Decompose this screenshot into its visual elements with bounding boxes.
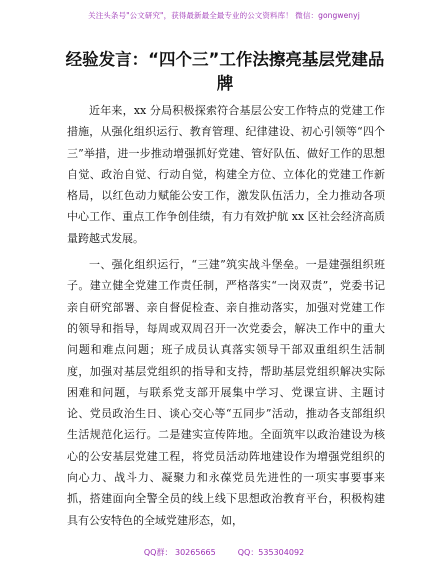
footer-qq-group: QQ群： 30265665 (143, 548, 216, 557)
paragraph-intro: 近年来，xx 分局积极探索符合基层公安工作特点的党建工作措施，从强化组织运行、教育管理、纪律建设、初心引领等“四个三”举措，进一步推动增强抓好党建、管好队伍、做好工作的思想自觉、政治自觉、行动自觉，构建全方位、立体化的党建工作新格局，以红色动力赋能公安工作，激发队伍活力，全力推动各项中心工作、重点工作争创佳绩，有力有效护航 xx 区社会经济高质量跨越式发展。 (67, 104, 385, 245)
document-body (67, 100, 385, 536)
footer-contact (0, 547, 448, 558)
document-title: 经验发言：“四个三”工作法擦亮基层党建品牌 (65, 50, 385, 93)
promo-banner: 关注头条号"公文研究"，获得最新最全最专业的公文资料库！ 微信：gongwenyj (88, 11, 360, 20)
footer-qq: QQ：535304092 (237, 548, 305, 557)
paragraph-section-1: 一、强化组织运行，“三建”筑实战斗堡垒。一是建强组织班子。建立健全党建工作责任制，严格落实“一岗双责”，党委书记亲自研究部署、亲自督促检查、亲自推动落实，加强对党建工作的领导和指导，每周或双周召开一次党委会，解决工作中的重大问题和难点问题；班子成员认真落实领导干部双重组织生活制度，加强对基层党组织的指导和支持，帮助基层党组织解决实际困难和问题，与联系党支部开展集中学习、党课宣讲、主题讨论、党员政治生日、谈心交心等“五同步”活动，推动各支部组织生活规范化运行。二是建实宣传阵地。全面筑牢以政治建设为核心的公安基层党建工程，将党员活动阵地建设作为增强党组织的向心力、战斗力、凝聚力和永葆党员先进性的一项实事要事来抓，搭建面向全警全员的线上线下思想政治教育平台，积极构建具有公安特色的全域党建形态，如， (67, 258, 385, 527)
